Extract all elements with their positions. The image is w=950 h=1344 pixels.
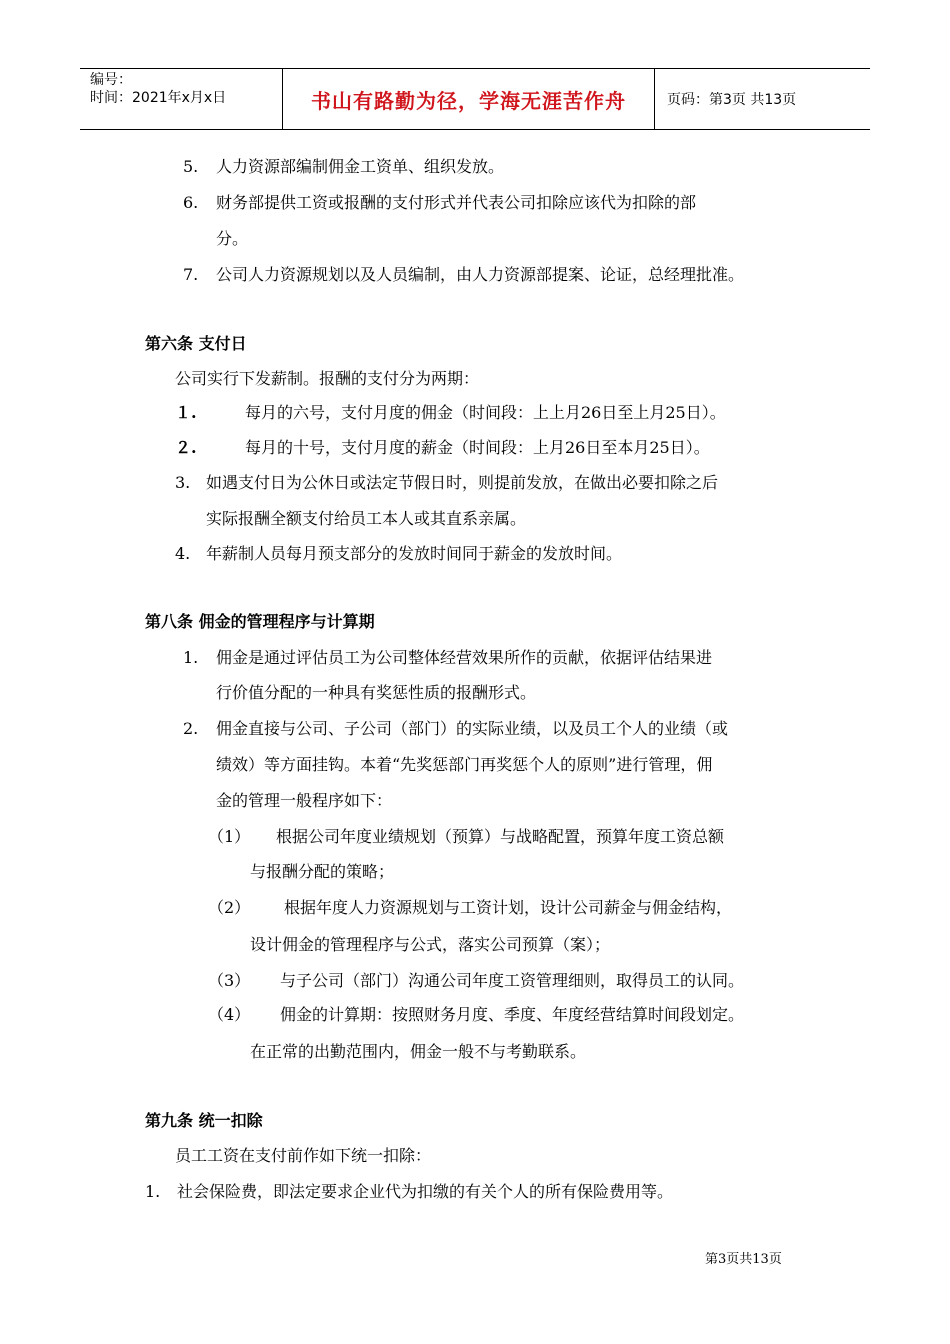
list-item: 4. 年薪制人员每月预支部分的发放时间同于薪金的发放时间。	[175, 544, 623, 563]
sub-item: （2） 根据年度人力资源规划与工资计划，设计公司薪金与佣金结构，	[208, 898, 733, 917]
time-label: 时间：2021年x月x日	[90, 90, 227, 106]
list-item: 6. 财务部提供工资或报酬的支付形式并代表公司扣除应该代为扣除的部	[183, 193, 697, 212]
list-item-continuation: 绩效）等方面挂钩。本着“先奖惩部门再奖惩个人的原则”进行管理，佣	[216, 755, 713, 774]
list-item: 7. 公司人力资源规划以及人员编制，由人力资源部提案、论证，总经理批准。	[183, 265, 745, 284]
sub-item: （1） 根据公司年度业绩规划（预算）与战略配置，预算年度工资总额	[208, 827, 725, 846]
list-item-continuation: 分。	[216, 229, 249, 248]
sub-item-continuation: 设计佣金的管理程序与公式，落实公司预算（案）；	[250, 935, 611, 954]
list-item: 5. 人力资源部编制佣金工资单、组织发放。	[183, 157, 505, 176]
list-item-continuation: 行价值分配的一种具有奖惩性质的报酬形式。	[216, 683, 537, 702]
header-meta	[80, 69, 282, 129]
page-header	[80, 68, 870, 130]
serial-label: 编号：	[90, 72, 132, 88]
section-heading: 第九条 统一扣除	[145, 1111, 263, 1130]
sub-item-continuation: 与报酬分配的策略；	[250, 862, 395, 881]
header-page-info: 页码：第3页 共13页	[667, 92, 797, 108]
section-heading: 第八条 佣金的管理程序与计算期	[145, 612, 375, 631]
section-heading: 第六条 支付日	[145, 334, 247, 353]
list-item: １. 每月的六号，支付月度的佣金（时间段：上上月26日至上月25日）。	[175, 403, 726, 422]
list-item: 2. 佣金直接与公司、子公司（部门）的实际业绩，以及员工个人的业绩（或	[183, 719, 729, 738]
section-intro: 公司实行下发薪制。报酬的支付分为两期：	[175, 369, 480, 388]
list-item-continuation: 金的管理一般程序如下：	[216, 791, 393, 810]
list-item: 1. 社会保险费，即法定要求企业代为扣缴的有关个人的所有保险费用等。	[145, 1182, 674, 1201]
list-item-continuation: 实际报酬全额支付给员工本人或其直系亲属。	[206, 509, 527, 528]
list-item: 1. 佣金是通过评估员工为公司整体经营效果所作的贡献，依据评估结果进	[183, 648, 713, 667]
header-motto: 书山有路勤为径，学海无涯苦作舟	[282, 69, 655, 129]
list-item: 3. 如遇支付日为公休日或法定节假日时，则提前发放，在做出必要扣除之后	[175, 473, 719, 492]
list-item: ２. 每月的十号，支付月度的薪金（时间段：上月26日至本月25日）。	[175, 438, 710, 457]
page-footer: 第3页共13页	[705, 1252, 782, 1267]
sub-item-continuation: 在正常的出勤范围内，佣金一般不与考勤联系。	[250, 1042, 587, 1061]
sub-item: （3） 与子公司（部门）沟通公司年度工资管理细则，取得员工的认同。	[208, 971, 745, 990]
sub-item: （4） 佣金的计算期：按照财务月度、季度、年度经营结算时间段划定。	[208, 1005, 745, 1024]
section-intro: 员工工资在支付前作如下统一扣除：	[175, 1146, 432, 1165]
